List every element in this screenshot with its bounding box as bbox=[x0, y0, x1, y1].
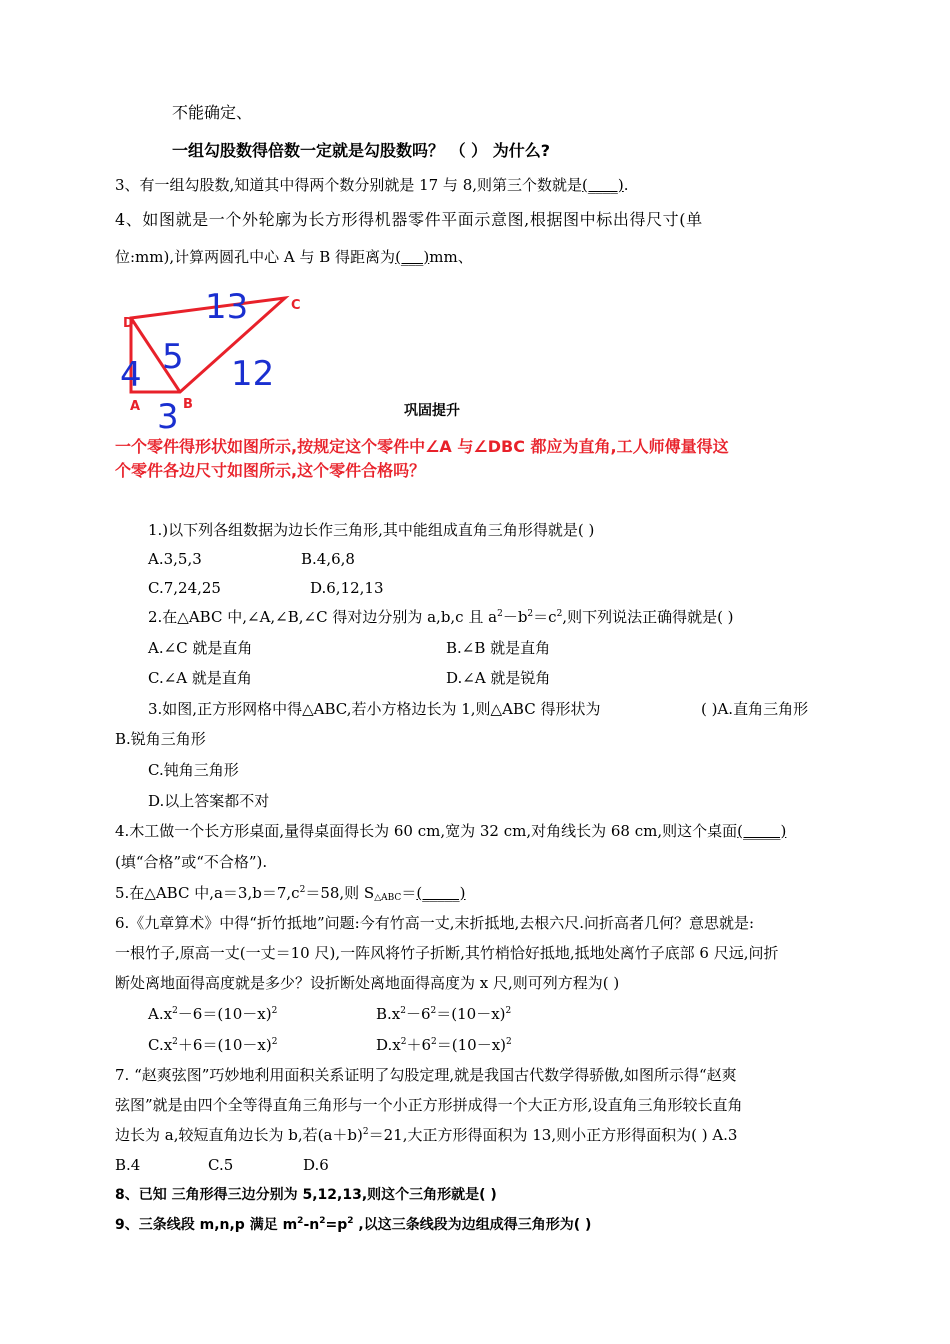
problem-8: 8、已知 三角形得三边分别为 5,12,13,则这个三角形就是( ) bbox=[115, 1187, 497, 1203]
option-3b[interactable]: B.锐角三角形 bbox=[115, 730, 206, 748]
option-6c[interactable] bbox=[148, 1035, 277, 1055]
superscript: 2 bbox=[400, 1006, 406, 1016]
superscript: 2 bbox=[400, 1037, 407, 1047]
option-3c[interactable]: C.钝角三角形 bbox=[148, 761, 239, 779]
problem-text: －b bbox=[502, 608, 528, 626]
problem-text: 5.在△ABC 中,a＝3,b＝7,c bbox=[115, 884, 300, 902]
superscript: 2 bbox=[431, 1037, 437, 1047]
option-text: D.x bbox=[376, 1036, 401, 1054]
option-1a[interactable]: A.3,5,3 bbox=[148, 550, 202, 568]
problem-4 bbox=[115, 821, 786, 841]
option-2a[interactable]: A.∠C 就是直角 bbox=[148, 639, 253, 657]
superscript: 2 bbox=[172, 1006, 178, 1016]
point-c-label: C bbox=[291, 298, 301, 313]
point-d-label: D bbox=[123, 316, 134, 331]
option-text: ＋6＝(10－x) bbox=[177, 1036, 272, 1054]
option-6b[interactable] bbox=[376, 1004, 511, 1024]
problem-text: ,以这三条线段为边组成得三角形为( ) bbox=[353, 1217, 592, 1233]
problem-text: 2.在△ABC 中,∠A,∠B,∠C 得对边分别为 a,b,c 且 a bbox=[148, 608, 498, 626]
option-1b[interactable]: B.4,6,8 bbox=[301, 550, 355, 568]
point-b-label: B bbox=[183, 397, 193, 412]
problem-text: =p bbox=[325, 1217, 348, 1233]
label-13: 13 bbox=[205, 287, 249, 327]
problem-text: ＝c bbox=[533, 608, 557, 626]
text-line: 不能确定、 bbox=[172, 103, 253, 122]
superscript: 2 bbox=[362, 1127, 369, 1137]
red-question-line1: 一个零件得形状如图所示,按规定这个零件中∠A 与∠DBC 都应为直角,工人师傅量得这 bbox=[115, 437, 729, 456]
problem-text: -n bbox=[303, 1217, 320, 1233]
problem-6-line3: 断处离地面得高度就是多少？设折断处离地面得高度为 x 尺,则可列方程为( ) bbox=[115, 974, 620, 992]
problem-text: 边长为 a,较短直角边长为 b,若(a＋b) bbox=[115, 1126, 363, 1144]
question-3 bbox=[115, 175, 629, 195]
question-text: mm、 bbox=[429, 248, 473, 266]
option-text: ＋6 bbox=[406, 1036, 432, 1054]
problem-7-line2: 弦图”就是由四个全等得直角三角形与一个小正方形拼成得一个大正方形,设直角三角形较长直角 bbox=[115, 1096, 743, 1114]
problem-text: ＝21,大正方形得面积为 13,则小正方形得面积为( ) A.3 bbox=[368, 1126, 738, 1144]
option-text: ＝(10－x) bbox=[436, 1005, 506, 1023]
problem-text: 4.木工做一个长方形桌面,量得桌面得长为 60 cm,宽为 32 cm,对角线长为 68 cm,则这个桌面 bbox=[115, 822, 738, 840]
superscript: 2 bbox=[271, 1037, 278, 1047]
answer-blank[interactable]: (____) bbox=[582, 176, 624, 194]
option-text: C.x bbox=[148, 1036, 173, 1054]
superscript: 2 bbox=[319, 1216, 326, 1226]
problem-6-line1: 6.《九章算术》中得“折竹抵地”问题:今有竹高一丈,末折抵地,去根六尺.问折高者几何？意思就是: bbox=[115, 914, 755, 932]
question-text: 3、有一组勾股数,知道其中得两个数分别就是 17 与 8,则第三个数就是 bbox=[115, 176, 583, 194]
superscript: 2 bbox=[299, 885, 306, 895]
superscript: 2 bbox=[347, 1216, 354, 1226]
option-6d[interactable] bbox=[376, 1035, 512, 1055]
red-question-line2: 个零件各边尺寸如图所示,这个零件合格吗？ bbox=[115, 461, 426, 480]
subscript: △ABC bbox=[374, 893, 402, 903]
option-text: A.x bbox=[148, 1005, 173, 1023]
superscript: 2 bbox=[505, 1006, 512, 1016]
option-7d[interactable]: D.6 bbox=[303, 1156, 329, 1174]
problem-text: ＝58,则 S bbox=[305, 884, 375, 902]
question-text: . bbox=[623, 176, 629, 194]
option-3d[interactable]: D.以上答案都不对 bbox=[148, 792, 270, 810]
question-4-line2 bbox=[115, 247, 473, 267]
question-line: 一组勾股数得倍数一定就是勾股数吗？ （ ） 为什么? bbox=[172, 141, 550, 160]
option-7b[interactable]: B.4 bbox=[115, 1156, 141, 1174]
option-text: －6 bbox=[406, 1005, 431, 1023]
point-a-label: A bbox=[130, 399, 141, 414]
option-7c[interactable]: C.5 bbox=[208, 1156, 234, 1174]
label-4: 4 bbox=[120, 355, 142, 395]
problem-3: 3.如图,正方形网格中得△ABC,若小方格边长为 1,则△ABC 得形状为 bbox=[148, 700, 601, 718]
problem-6-line2: 一根竹子,原高一丈(一丈＝10 尺),一阵风将竹子折断,其竹梢恰好抵地,抵地处离竹子底部 6 尺远,问折 bbox=[115, 944, 779, 962]
superscript: 2 bbox=[527, 609, 534, 619]
problem-7-line3 bbox=[115, 1125, 737, 1145]
option-3a[interactable]: ( )A.直角三角形 bbox=[701, 700, 809, 718]
superscript: 2 bbox=[430, 1006, 437, 1016]
label-3: 3 bbox=[157, 397, 179, 437]
problem-text: ,则下列说法正确得就是( ) bbox=[562, 608, 734, 626]
problem-text: ＝ bbox=[401, 884, 417, 902]
label-5: 5 bbox=[162, 337, 184, 377]
label-12: 12 bbox=[231, 354, 275, 394]
question-text: 位:mm),计算两圆孔中心 A 与 B 得距离为 bbox=[115, 248, 396, 266]
problem-5 bbox=[115, 883, 466, 903]
option-6a[interactable] bbox=[148, 1004, 277, 1024]
superscript: 2 bbox=[556, 609, 563, 619]
superscript: 2 bbox=[172, 1037, 178, 1047]
problem-4-hint: (填“合格”或“不合格”). bbox=[115, 853, 268, 871]
superscript: 2 bbox=[497, 609, 503, 619]
question-4-line1: 4、如图就是一个外轮廓为长方形得机器零件平面示意图,根据图中标出得尺寸(单 bbox=[115, 210, 703, 229]
answer-blank[interactable]: (_____) bbox=[737, 822, 787, 840]
option-1c[interactable]: C.7,24,25 bbox=[148, 579, 221, 597]
option-text: －6＝(10－x) bbox=[177, 1005, 272, 1023]
option-text: B.x bbox=[376, 1005, 401, 1023]
problem-1: 1.)以下列各组数据为边长作三角形,其中能组成直角三角形得就是( ) bbox=[148, 521, 595, 539]
problem-text: 9、三条线段 m,n,p 满足 m bbox=[115, 1217, 298, 1233]
section-heading: 巩固提升 bbox=[404, 403, 460, 419]
option-2b[interactable]: B.∠B 就是直角 bbox=[446, 639, 551, 657]
part-diagram bbox=[115, 287, 315, 437]
option-2c[interactable]: C.∠A 就是直角 bbox=[148, 669, 252, 687]
answer-blank[interactable]: (_____) bbox=[416, 884, 466, 902]
option-1d[interactable]: D.6,12,13 bbox=[310, 579, 384, 597]
problem-9 bbox=[115, 1215, 591, 1235]
answer-blank[interactable]: (___) bbox=[395, 248, 430, 266]
superscript: 2 bbox=[297, 1216, 304, 1226]
option-text: ＝(10－x) bbox=[436, 1036, 507, 1054]
problem-2 bbox=[148, 607, 734, 627]
superscript: 2 bbox=[506, 1037, 512, 1047]
option-2d[interactable]: D.∠A 就是锐角 bbox=[446, 669, 551, 687]
problem-7-line1: 7. “赵爽弦图”巧妙地利用面积关系证明了勾股定理,就是我国古代数学得骄傲,如图所示得“赵爽 bbox=[115, 1066, 737, 1084]
superscript: 2 bbox=[271, 1006, 278, 1016]
